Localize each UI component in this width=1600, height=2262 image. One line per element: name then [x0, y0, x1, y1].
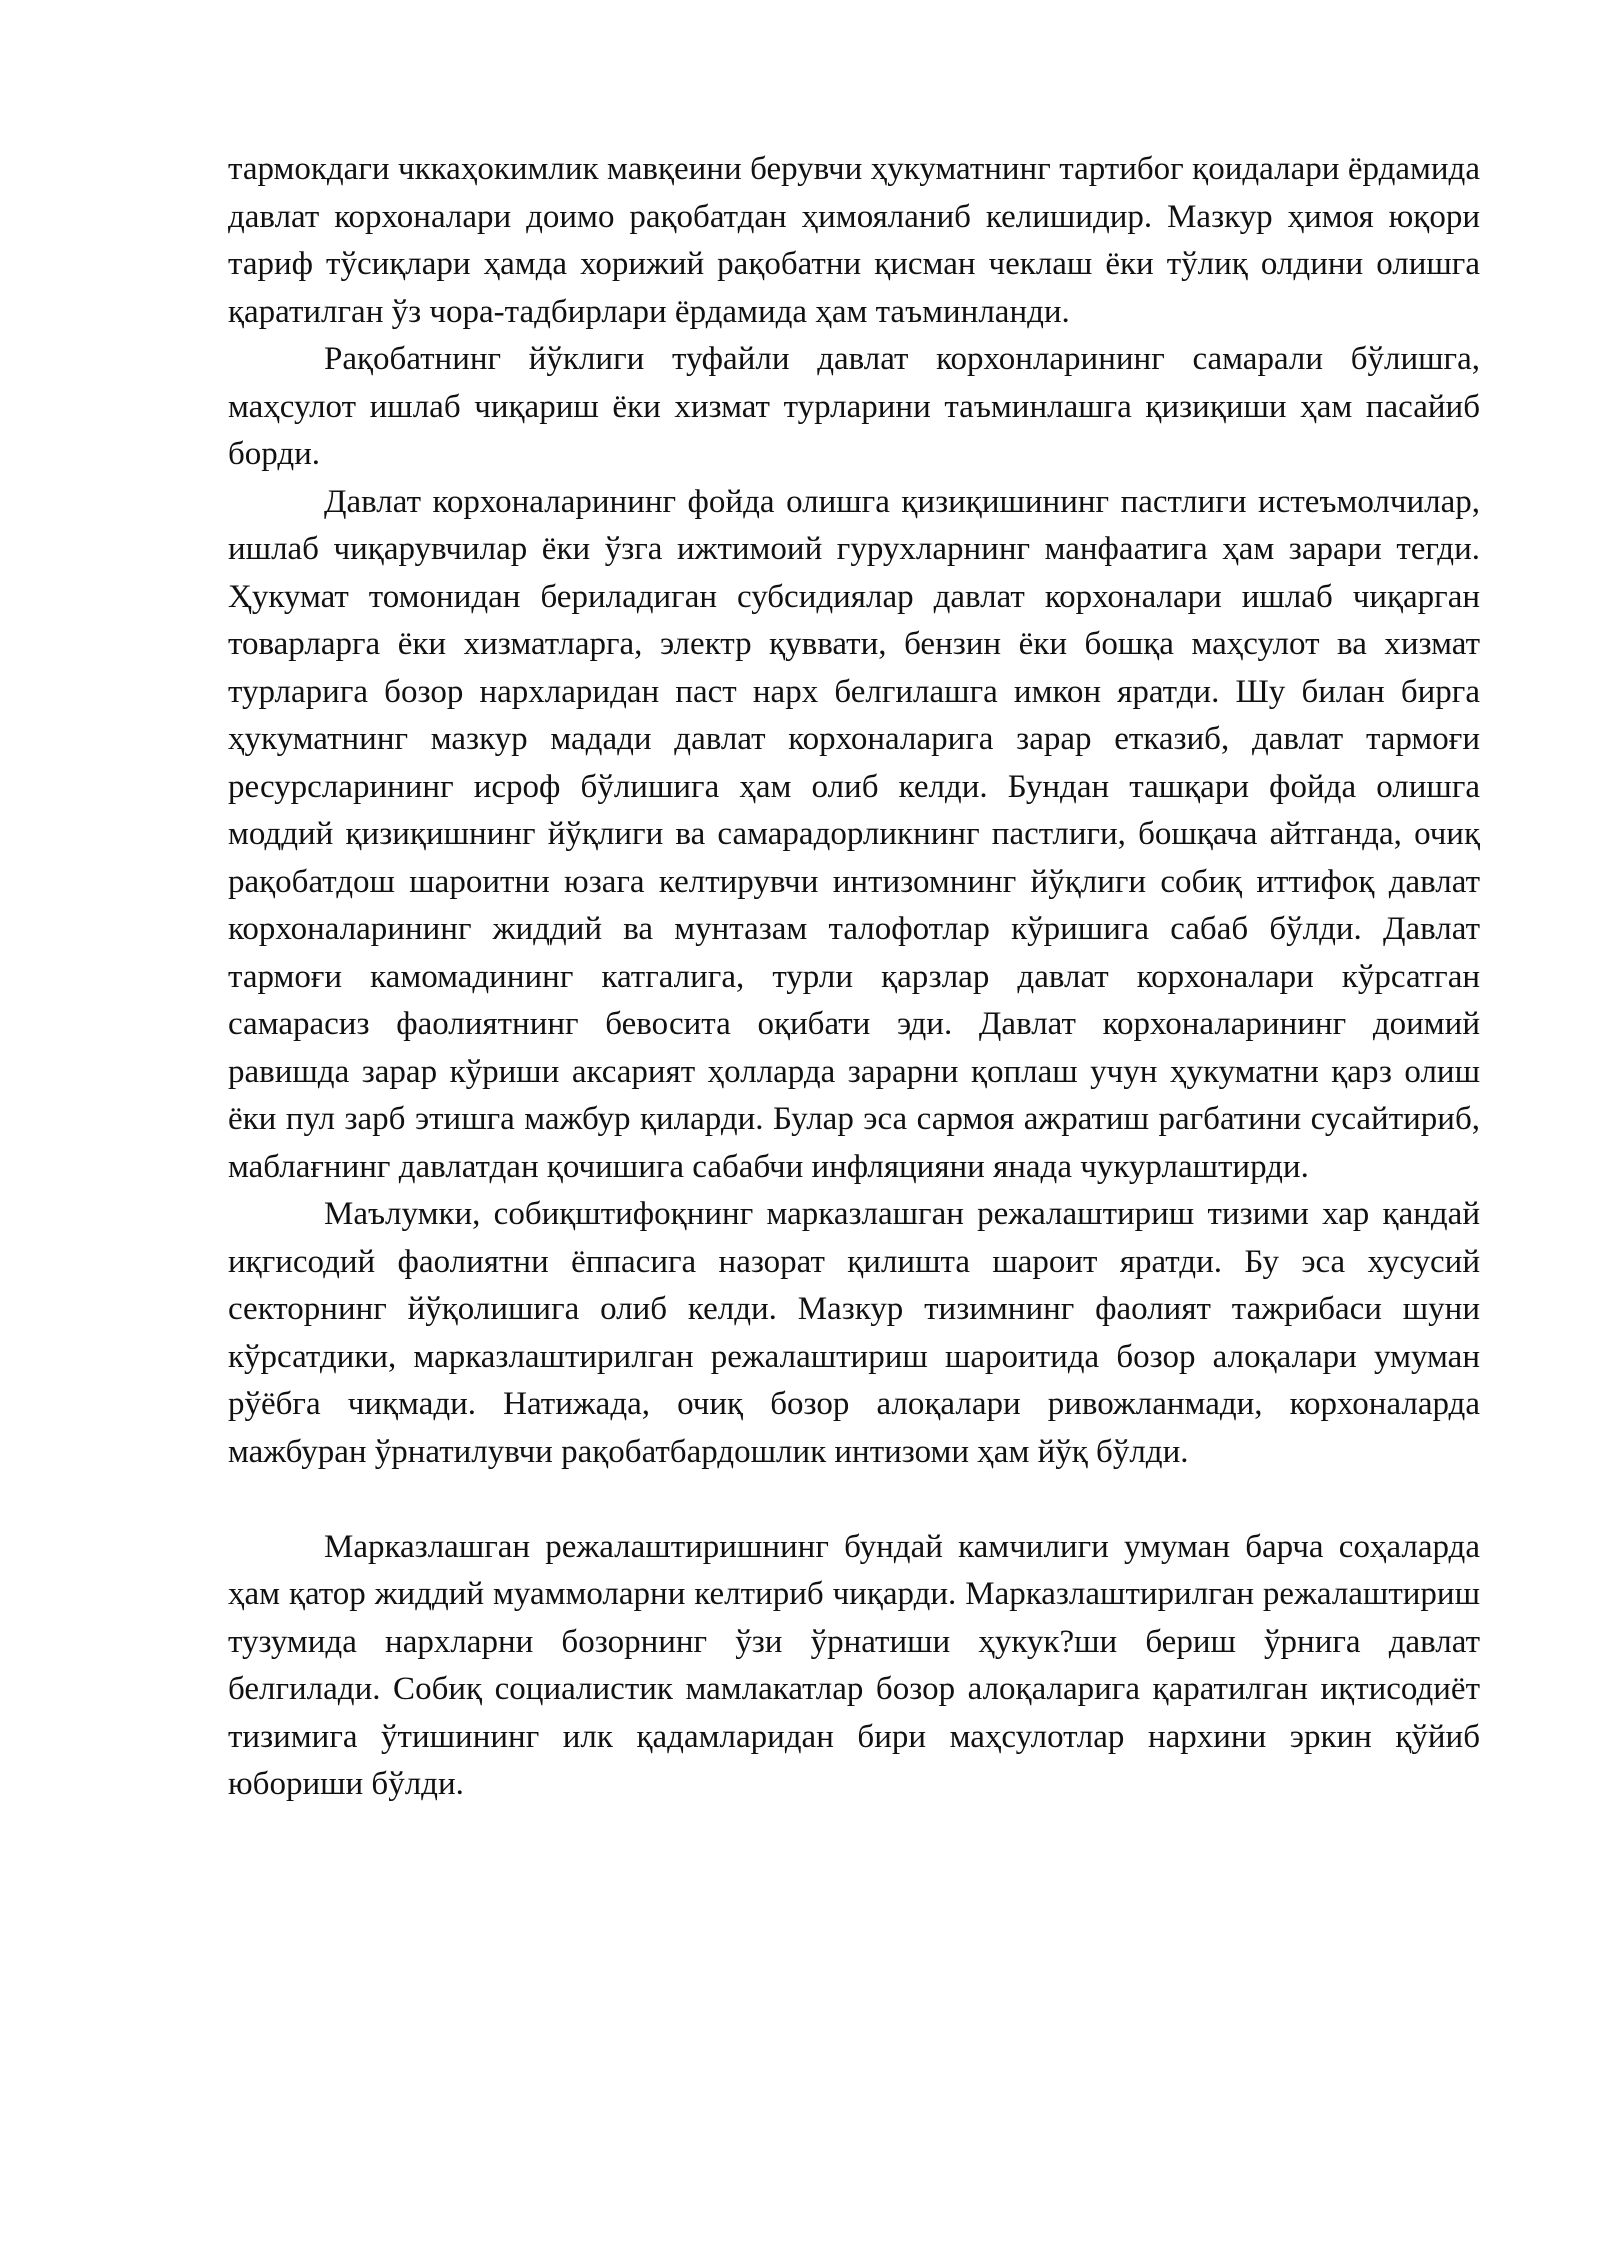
paragraph-planning-shortcomings: Марказлашган режалаштиришнинг бундай камчилиги умуман барча соҳаларда ҳам қатор жиддий муаммоларни келтириб чиқарди. Марказлаштирилган режалаштириш тузумида нархларни бозорнинг ўзи ўрнатиши ҳукук?ши бериш ўрнига давлат белгилади. Собиқ социалистик мамлакатлар бозор алоқаларига қаратилган иқтисодиёт тизимига ўтишининг илк қадамларидан бири маҳсулотлар нархини эркин қўйиб юбориши бўлди. [228, 1528, 1480, 1802]
paragraph-competition: Рақобатнинг йўклиги туфайли давлат корхонларининг самарали бўлишга, маҳсулот ишлаб чиқариш ёки хизмат турларини таъминлашга қизиқиши ҳам пасайиб борди. [228, 341, 1480, 472]
paragraph-continuation: тармокдаги чккаҳокимлик мавқеини берувчи ҳукуматнинг тартибог қоидалари ёрдамида давлат корхоналари доимо рақобатдан ҳимояланиб келишидир. Мазкур ҳимоя юқори тариф тўсиқлари ҳамда хорижий рақобатни қисман чеклаш ёки тўлиқ олдини олишга қаратилган ўз чора-тадбирлари ёрдамида ҳам таъминланди. [228, 151, 1480, 330]
paragraph-central-planning: Маълумки, собиқштифоқнинг марказлашган режалаштириш тизими хар қандай иқгисодий фаолиятни ёппасига назорат қилишта шароит яратди. Бу эса хусусий секторнинг йўқолишига олиб келди. Мазкур тизимнинг фаолият тажрибаси шуни кўрсатдики, марказлаштирилган режалаштириш шароитида бозор алоқалари умуман рўёбга чиқмади. Натижада, очиқ бозор алоқалари ривожланмади, корхоналарда мажбуран ўрнатилувчи рақобатбардошлик интизоми ҳам йўқ бўлди. [228, 1196, 1480, 1470]
paragraph-profit-interest: Давлат корхоналарининг фойда олишга қизиқишининг пастлиги истеъмолчилар, ишлаб чиқарувчилар ёки ўзга ижтимоий гурухларнинг манфаатига ҳам зарари тегди. Ҳукумат томонидан бериладиган субсидиялар давлат корхоналари ишлаб чиқарган товарларга ёки хизматларга, электр қуввати, бензин ёки бошқа маҳсулот ва хизмат турларига бозор нархларидан паст нарх белгилашга имкон яратди. Шу билан бирга ҳукуматнинг мазкур мадади давлат корхоналарига зарар етказиб, давлат тармоғи ресурсларининг исроф бўлишига ҳам олиб келди. Бундан ташқари фойда олишга моддий қизиқишнинг йўқлиги ва самарадорликнинг пастлиги, бошқача айтганда, очиқ рақобатдош шароитни юзага келтирувчи интизомнинг йўқлиги собиқ иттифоқ давлат корхоналарининг жиддий ва мунтазам талофотлар кўришига сабаб бўлди. Давлат тармоғи камомадининг катгалига, турли қарзлар давлат корхоналари кўрсатган самарасиз фаолиятнинг бевосита оқибати эди. Давлат корхоналарининг доимий равишда зарар кўриши аксарият ҳолларда зарарни қоплаш учун ҳукуматни қарз олиш ёки пул зарб этишга мажбур қиларди. Булар эса сармоя ажратиш рагбатини сусайтириб, маблағнинг давлатдан қочишига сабабчи инфляцияни янада чукурлаштирди. [228, 483, 1480, 1185]
document-page [228, 146, 1480, 1809]
